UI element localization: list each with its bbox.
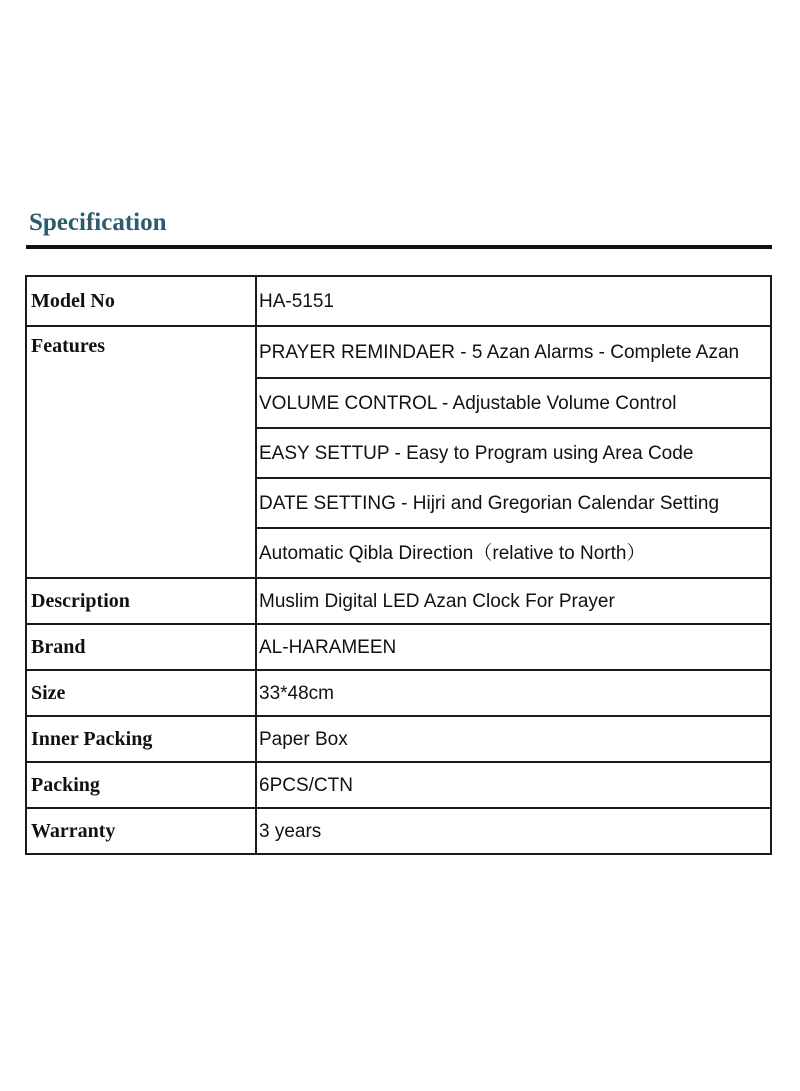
feature-item: DATE SETTING - Hijri and Gregorian Calendar Setting xyxy=(256,478,771,528)
row-value: Muslim Digital LED Azan Clock For Prayer xyxy=(256,578,771,624)
row-value: 6PCS/CTN xyxy=(256,762,771,808)
table-row-brand xyxy=(26,624,771,670)
row-label: Warranty xyxy=(26,808,256,854)
row-value: AL-HARAMEEN xyxy=(256,624,771,670)
row-value: 33*48cm xyxy=(256,670,771,716)
feature-item: Automatic Qibla Direction（relative to North） xyxy=(256,528,771,578)
specification-table xyxy=(25,275,772,855)
table-row-warranty xyxy=(26,808,771,854)
feature-item: VOLUME CONTROL - Adjustable Volume Control xyxy=(256,378,771,428)
heading-divider xyxy=(26,245,772,249)
table-row-inner-packing xyxy=(26,716,771,762)
page-title: Specification xyxy=(29,209,167,236)
row-value: 3 years xyxy=(256,808,771,854)
table-row-features xyxy=(26,326,771,378)
row-label: Model No xyxy=(26,276,256,326)
feature-item: PRAYER REMINDAER - 5 Azan Alarms - Complete Azan xyxy=(256,326,771,378)
row-label: Inner Packing xyxy=(26,716,256,762)
table-row-size xyxy=(26,670,771,716)
feature-item: EASY SETTUP - Easy to Program using Area Code xyxy=(256,428,771,478)
row-label: Brand xyxy=(26,624,256,670)
table-row-model-no xyxy=(26,276,771,326)
table-row-packing xyxy=(26,762,771,808)
row-label: Features xyxy=(26,326,256,578)
row-label: Packing xyxy=(26,762,256,808)
row-value: HA-5151 xyxy=(256,276,771,326)
row-value: Paper Box xyxy=(256,716,771,762)
table-row-description xyxy=(26,578,771,624)
row-label: Description xyxy=(26,578,256,624)
row-label: Size xyxy=(26,670,256,716)
